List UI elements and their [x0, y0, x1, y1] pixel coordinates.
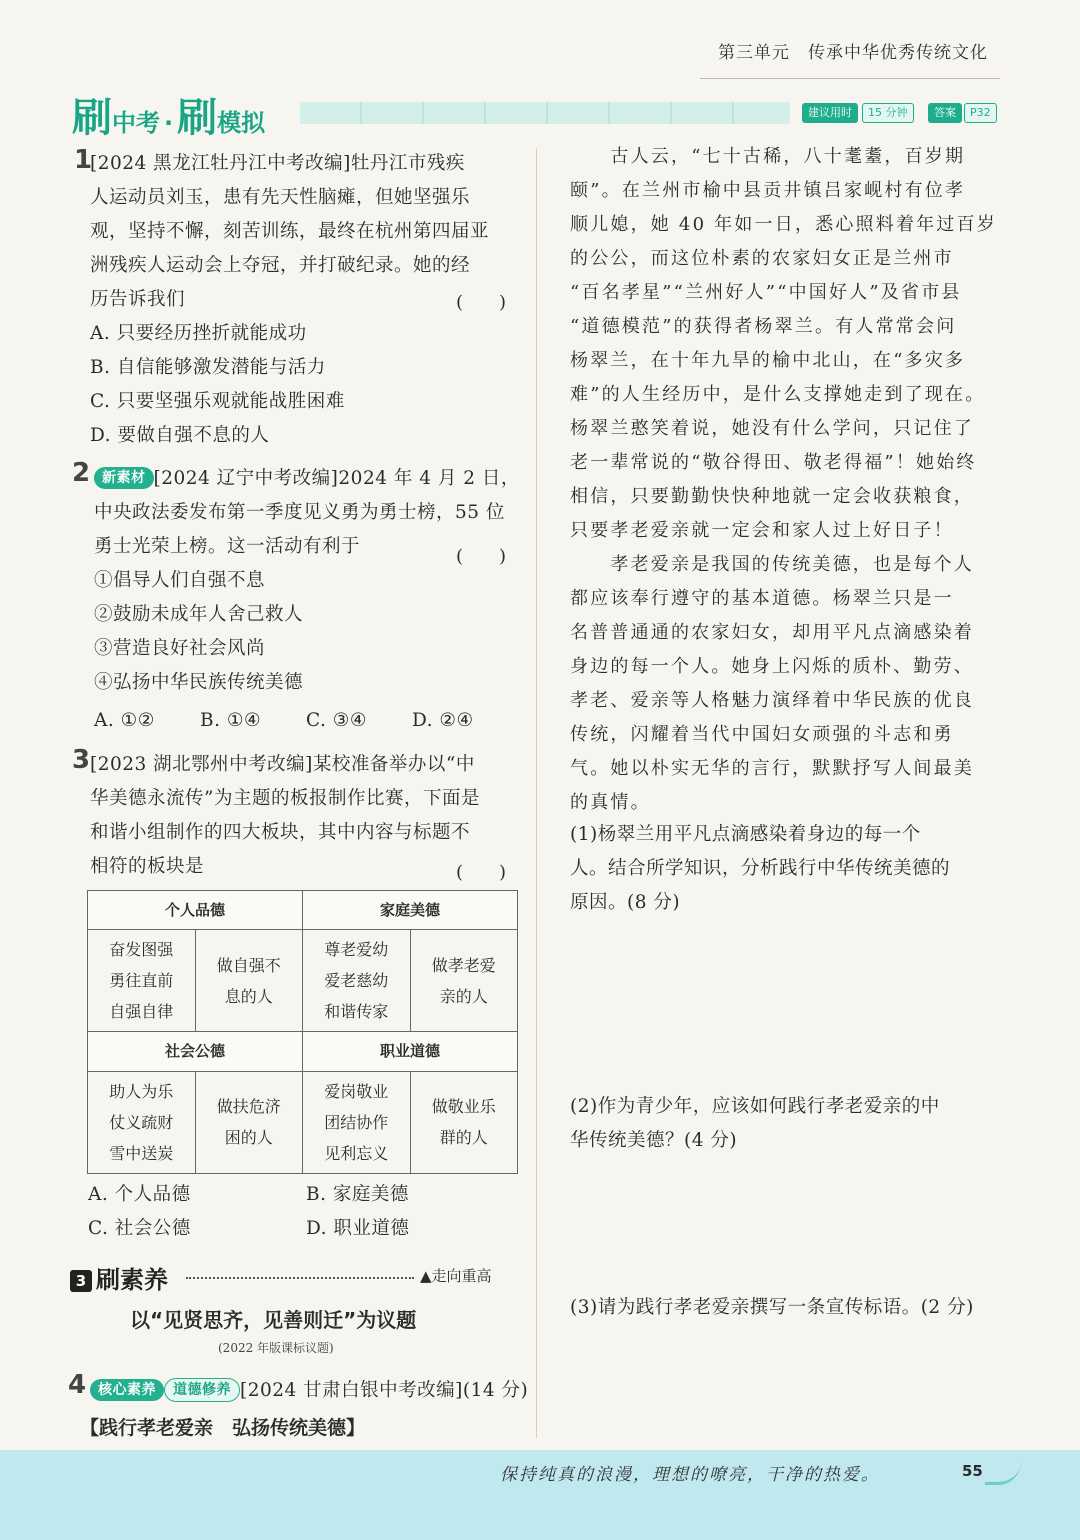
virtue-table	[87, 890, 518, 1174]
table-header: 社会公德	[88, 1032, 303, 1071]
sub-question-line: (1)杨翠兰用平凡点滴感染着身边的每一个	[570, 824, 921, 845]
q2-option-d[interactable]: D. ②④	[412, 710, 474, 731]
q1-line: 历告诉我们	[90, 289, 186, 310]
passage-line: 难”的人生经历中，是什么支撑她走到了现在。	[570, 384, 986, 405]
q2-item: ①倡导人们自强不息	[94, 570, 266, 591]
header-rule	[700, 78, 1000, 79]
passage-line: 颐”。在兰州市榆中县贡井镇吕家岘村有位孝	[570, 180, 966, 201]
cell-line: 群的人	[439, 1128, 488, 1148]
q3-option-d[interactable]: D. 职业道德	[306, 1218, 410, 1239]
q2-option-a[interactable]: A. ①②	[94, 710, 155, 731]
cell-line: 做扶危济	[216, 1097, 281, 1117]
new-material-badge: 新素材	[94, 467, 154, 489]
sub-question-line: (2)作为青少年，应该如何践行孝老爱亲的中	[570, 1096, 940, 1117]
q1-option-b[interactable]: B. 自信能够激发潜能与活力	[90, 357, 326, 378]
passage-line: 的真情。	[570, 792, 651, 813]
brand-dot: ·	[164, 109, 174, 137]
q3-option-a[interactable]: A. 个人品德	[88, 1184, 191, 1205]
cell-line: 做自强不	[216, 955, 281, 975]
footer-motto: 保持纯真的浪漫，理想的嘹亮，干净的热爱。	[500, 1465, 880, 1485]
answer-page-tag: P32	[964, 103, 997, 123]
table-cell	[410, 930, 518, 1032]
section-level-text: 走向重高	[431, 1267, 492, 1285]
answer-bracket[interactable]: ( )	[456, 546, 507, 567]
passage-line: “道德模范”的获得者杨翠兰。有人常常会问	[570, 316, 957, 337]
table-cell	[303, 1071, 411, 1173]
answer-area-3[interactable]	[570, 1330, 1010, 1430]
dotted-leader	[186, 1277, 414, 1279]
q1-line: 人运动员刘玉，患有先天性脑瘫，但她坚强乐	[90, 187, 471, 208]
sub-question-line: 原因。(8 分)	[570, 892, 681, 913]
cell-line: 爱老慈幼	[324, 971, 389, 991]
passage-line: 都应该奉行遵守的基本道德。杨翠兰只是一	[570, 588, 954, 609]
brand-part4: 模拟	[217, 109, 266, 137]
column-divider	[536, 148, 537, 1438]
table-header: 职业道德	[303, 1032, 518, 1071]
q4-sub-3: (3)请为践行孝老爱亲撰写一条宣传标语。(2 分)	[570, 1297, 974, 1318]
core-literacy-badge: 核心素养	[90, 1379, 164, 1401]
unit-title: 第三单元 传承中华优秀传统文化	[718, 43, 988, 63]
answer-bracket[interactable]: ( )	[456, 292, 507, 313]
cell-line: 勇往直前	[109, 971, 174, 991]
q1-line: 洲残疾人运动会上夺冠，并打破纪录。她的经	[90, 255, 471, 276]
section-number-icon: 3	[70, 1270, 92, 1292]
q4-sub-2	[570, 1090, 1010, 1158]
q1-line: [2024 黑龙江牡丹江中考改编]牡丹江市残疾	[90, 153, 465, 174]
q3-line: 和谐小组制作的四大板块，其中内容与标题不	[90, 822, 471, 843]
cell-line: 和谐传家	[324, 1002, 389, 1022]
q2-item: ④弘扬中华民族传统美德	[94, 672, 304, 693]
passage-line: 古人云，“七十古稀，八十耄耋，百岁期	[570, 146, 966, 167]
passage-line: 身边的每一个人。她身上闪烁的质朴、勤劳、	[570, 656, 974, 677]
cell-line: 助人为乐	[109, 1081, 174, 1101]
answer-area-2[interactable]	[570, 1160, 1010, 1280]
q3-line: 华美德永流传”为主题的板报制作比赛，下面是	[90, 788, 480, 809]
q2-option-b[interactable]: B. ①④	[200, 710, 262, 731]
cell-line: 困的人	[224, 1128, 273, 1148]
question-2	[94, 462, 534, 700]
passage-line: 孝老、爱亲等人格魅力演绎着中华民族的优良	[570, 690, 974, 711]
sub-question-line: 华传统美德？(4 分)	[570, 1130, 738, 1151]
question-number: 3	[72, 745, 91, 775]
moral-cultivation-badge: 道德修养	[164, 1378, 240, 1402]
question-number: 1	[74, 145, 93, 175]
table-header: 家庭美德	[303, 891, 518, 930]
q2-line: 中央政法委发布第一季度见义勇为勇士榜，55 位	[94, 502, 505, 523]
table-cell	[303, 930, 411, 1032]
passage-line: 杨翠兰憨笑着说，她没有什么学问，只记住了	[570, 418, 974, 439]
q2-line: [2024 辽宁中考改编]2024 年 4 月 2 日，	[153, 468, 520, 489]
time-value-tag: 15 分钟	[862, 103, 914, 123]
q3-option-c[interactable]: C. 社会公德	[88, 1218, 191, 1239]
passage-line: 只要孝老爱亲就一定会和家人过上好日子！	[570, 520, 954, 541]
cell-line: 团结协作	[324, 1112, 389, 1132]
passage-line: 相信，只要勤勤快快种地就一定会收获粮食，	[570, 486, 974, 507]
brand-logo	[72, 86, 265, 143]
q4-passage-1	[570, 140, 1010, 820]
topic-source: (2022 年版课标议题)	[218, 1341, 334, 1355]
question-number: 2	[72, 458, 91, 488]
answer-area-1[interactable]	[570, 930, 1010, 1080]
time-tag: 建议用时	[802, 103, 858, 123]
cell-line: 仗义疏财	[109, 1112, 174, 1132]
table-header: 个人品德	[88, 891, 303, 930]
brand-part3: 刷	[177, 95, 218, 141]
q1-line: 观，坚持不懈，刻苦训练，最终在杭州第四届亚	[90, 221, 490, 242]
brand-part2: 中考	[112, 109, 160, 137]
bell-icon: ▲	[420, 1267, 432, 1285]
q1-option-c[interactable]: C. 只要坚强乐观就能战胜困难	[90, 391, 345, 412]
q1-option-a[interactable]: A. 只要经历挫折就能成功	[90, 323, 307, 344]
q2-item: ②鼓励未成年人舍己救人	[94, 604, 304, 625]
section-title	[70, 1260, 168, 1295]
cell-line: 息的人	[224, 986, 273, 1006]
passage-line: 名普普通通的农家妇女，却用平凡点滴感染着	[570, 622, 974, 643]
answer-tag: 答案	[928, 103, 962, 123]
section-level	[420, 1265, 492, 1286]
table-cell	[410, 1071, 518, 1173]
table-cell	[195, 1071, 303, 1173]
cell-line: 尊老爱幼	[324, 940, 389, 960]
q4-sub-1	[570, 818, 1010, 920]
passage-line: 老一辈常说的“敬谷得田、敬老得福”！她始终	[570, 452, 977, 473]
passage-line: 的公公，而这位朴素的农家妇女正是兰州市	[570, 248, 954, 269]
header-stripe	[300, 102, 790, 124]
answer-bracket[interactable]: ( )	[456, 862, 507, 883]
cell-line: 爱岗敬业	[324, 1081, 389, 1101]
q2-option-c[interactable]: C. ③④	[306, 710, 367, 731]
q4-theme: 【践行孝老爱亲 弘扬传统美德】	[80, 1417, 366, 1439]
cell-line: 做孝老爱	[431, 955, 496, 975]
table-cell	[88, 930, 196, 1032]
passage-line: “百名孝星”“兰州好人”“中国好人”及省市县	[570, 282, 962, 303]
cell-line: 见利忘义	[324, 1143, 389, 1163]
passage-line: 顺儿媳，她 40 年如一日，悉心照料着年过百岁	[570, 214, 997, 235]
cell-line: 亲的人	[439, 986, 488, 1006]
q3-option-b[interactable]: B. 家庭美德	[306, 1184, 409, 1205]
section-title-text: 刷素养	[96, 1266, 168, 1294]
page-number: 55	[962, 1462, 983, 1480]
cell-line: 雪中送炭	[109, 1143, 174, 1163]
passage-line: 孝老爱亲是我国的传统美德，也是每个人	[570, 554, 974, 575]
cell-line: 做敬业乐	[431, 1097, 496, 1117]
sub-question-line: 人。结合所学知识，分析践行中华传统美德的	[570, 858, 951, 879]
passage-line: 传统，闪耀着当代中国妇女顽强的斗志和勇	[570, 724, 954, 745]
passage-line: 杨翠兰，在十年九旱的榆中北山，在“多灾多	[570, 350, 966, 371]
question-number: 4	[68, 1370, 87, 1400]
q3-line: [2023 湖北鄂州中考改编]某校准备举办以“中	[90, 754, 475, 775]
q3-line: 相符的板块是	[90, 856, 205, 877]
table-cell	[195, 930, 303, 1032]
q4-source: [2024 甘肃白银中考改编](14 分)	[240, 1380, 529, 1401]
q4-source-line	[90, 1374, 530, 1408]
brand-part1: 刷	[72, 95, 112, 141]
q2-line: 勇士光荣上榜。这一活动有利于	[94, 536, 361, 557]
q1-option-d[interactable]: D. 要做自强不息的人	[90, 425, 270, 446]
passage-line: 气。她以朴实无华的言行，默默抒写人间最美	[570, 758, 974, 779]
table-cell	[88, 1071, 196, 1173]
cell-line: 自强自律	[109, 1002, 174, 1022]
q2-item: ③营造良好社会风尚	[94, 638, 266, 659]
cell-line: 奋发图强	[109, 940, 174, 960]
discussion-topic: 以“见贤思齐，见善则迁”为议题	[130, 1308, 417, 1332]
